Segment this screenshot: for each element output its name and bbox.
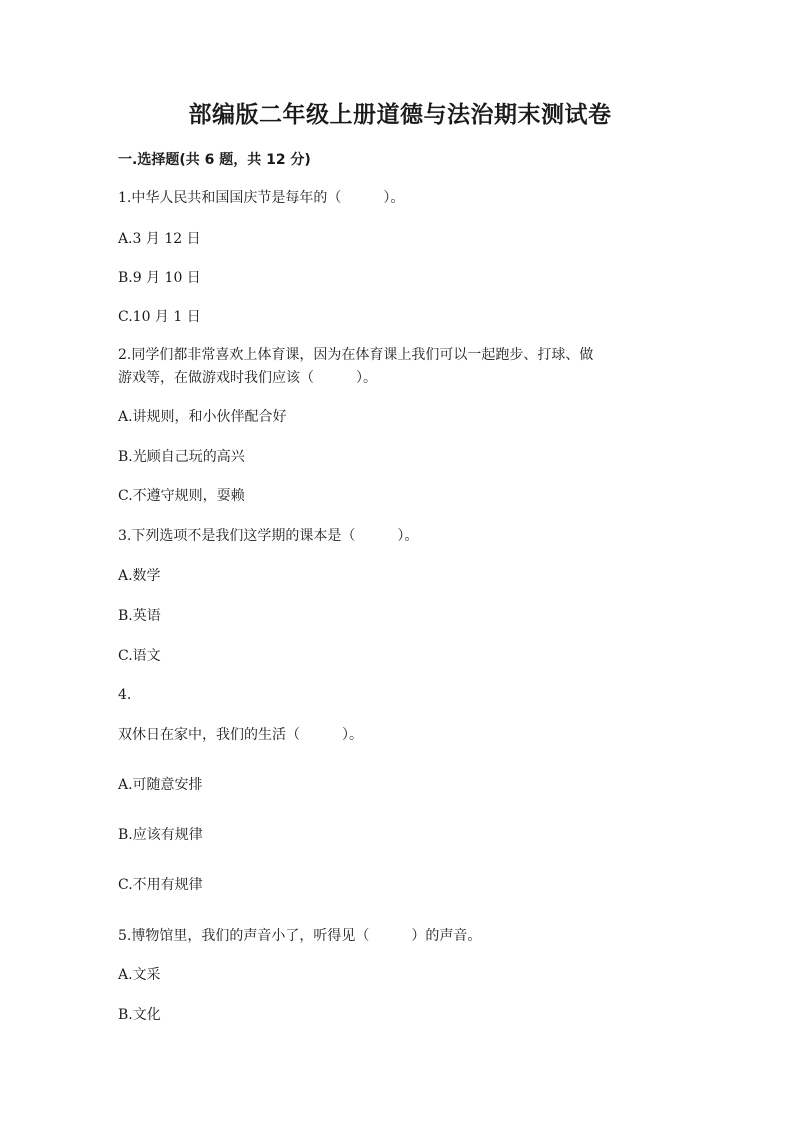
section-heading: 一.选择题(共 6 题，共 12 分) bbox=[118, 152, 311, 168]
question-3-option-b: B.英语 bbox=[118, 608, 161, 624]
question-1-option-c: C.10 月 1 日 bbox=[118, 309, 201, 325]
question-1-option-b: B.9 月 10 日 bbox=[118, 270, 201, 286]
question-3-option-c: C.语文 bbox=[118, 648, 161, 664]
question-3-option-a: A.数学 bbox=[118, 568, 161, 584]
question-5-option-b: B.文化 bbox=[118, 1007, 161, 1023]
question-4-option-c: C.不用有规律 bbox=[118, 877, 203, 893]
question-4-option-a: A.可随意安排 bbox=[118, 777, 203, 793]
question-1-stem: 1.中华人民共和国国庆节是每年的（ ）。 bbox=[118, 190, 405, 206]
question-2-stem-line-1: 2.同学们都非常喜欢上体育课，因为在体育课上我们可以一起跑步、打球、做 bbox=[118, 347, 594, 363]
question-4-option-b: B.应该有规律 bbox=[118, 827, 203, 843]
question-2-stem-line-2: 游戏等，在做游戏时我们应该（ ）。 bbox=[118, 370, 377, 386]
question-2-option-b: B.光顾自己玩的高兴 bbox=[118, 449, 245, 465]
question-2-option-c: C.不遵守规则，耍赖 bbox=[118, 488, 245, 504]
question-5-option-a: A.文采 bbox=[118, 967, 161, 983]
question-4-number: 4. bbox=[118, 687, 132, 703]
question-1-option-a: A.3 月 12 日 bbox=[118, 231, 201, 247]
exam-title: 部编版二年级上册道德与法治期末测试卷 bbox=[188, 102, 612, 128]
question-3-stem: 3.下列选项不是我们这学期的课本是（ ）。 bbox=[118, 528, 419, 544]
question-5-stem: 5.博物馆里，我们的声音小了，听得见（ ）的声音。 bbox=[118, 928, 482, 944]
question-2-option-a: A.讲规则，和小伙伴配合好 bbox=[118, 409, 287, 425]
question-4-stem: 双休日在家中，我们的生活（ ）。 bbox=[118, 727, 363, 743]
